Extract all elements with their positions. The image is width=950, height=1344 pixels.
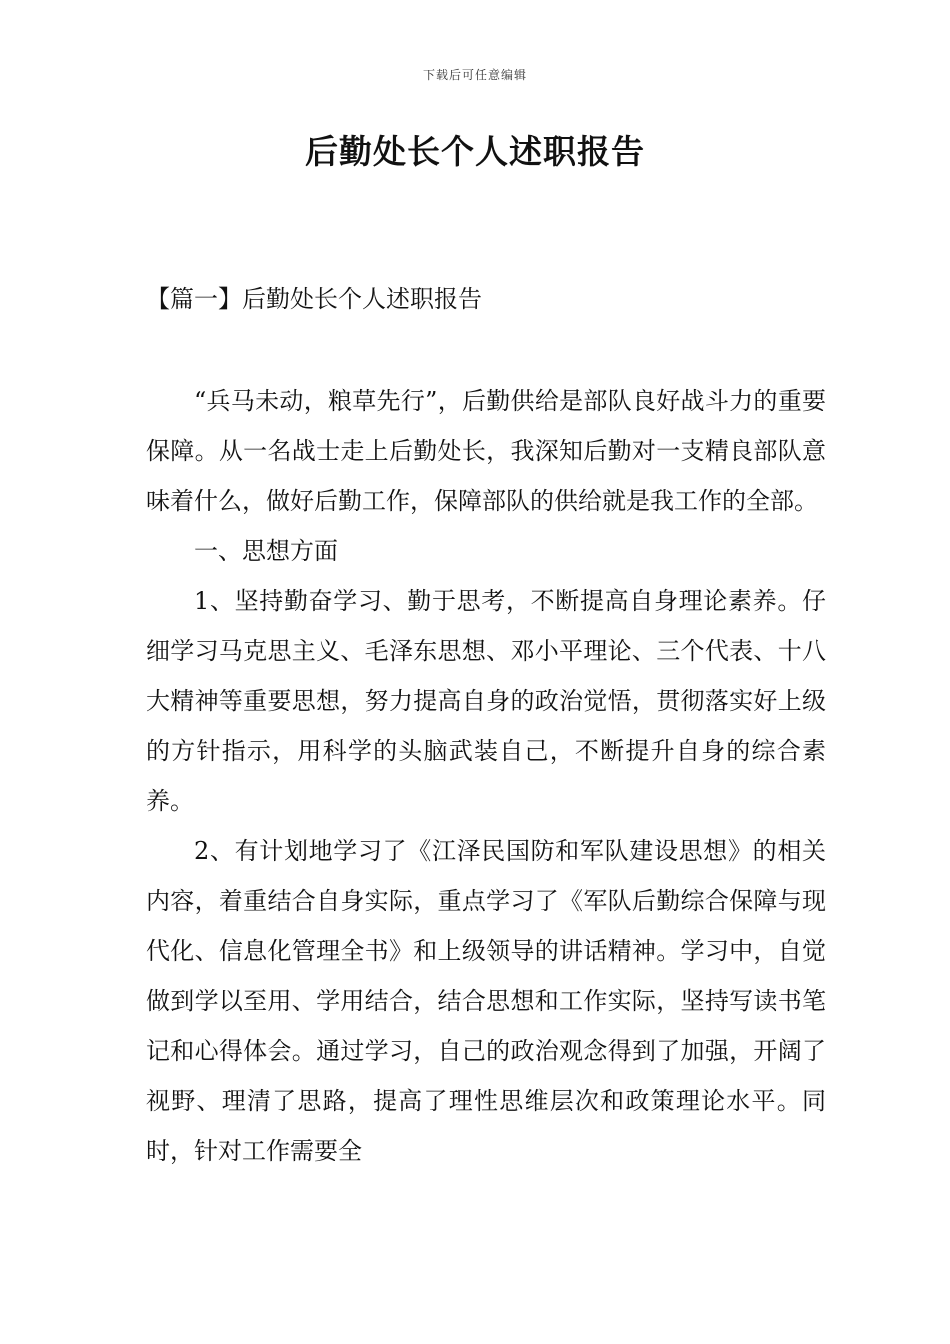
section-heading: 【篇一】后勤处长个人述职报告 [146, 285, 482, 313]
paragraph-point-2: 2、有计划地学习了《江泽民国防和军队建设思想》的相关内容，着重结合自身实际，重点学习了《军队后勤综合保障与现代化、信息化管理全书》和上级领导的讲话精神。学习中，自觉做到学以至用、学用结合，结合思想和工作实际，坚持写读书笔记和心得体会。通过学习，自己的政治观念得到了加强，开阔了视野、理清了思路，提高了理性思维层次和政策理论水平。同时，针对工作需要全 [146, 837, 826, 1165]
document-title: 后勤处长个人述职报告 [305, 132, 645, 171]
header-note: 下载后可任意编辑 [422, 68, 527, 82]
paragraph-point-1: 1、坚持勤奋学习、勤于思考，不断提高自身理论素养。仔细学习马克思主义、毛泽东思想、邓小平理论、三个代表、十八大精神等重要思想，努力提高自身的政治觉悟，贯彻落实好上级的方针指示，用科学的头脑武装自己，不断提升自身的综合素养。 [146, 587, 826, 815]
body-text [146, 376, 826, 1176]
paragraph-intro: “兵马未动，粮草先行”，后勤供给是部队良好战斗力的重要保障。从一名战士走上后勤处长，我深知后勤对一支精良部队意味着什么，做好后勤工作，保障部队的供给就是我工作的全部。 [146, 387, 826, 515]
paragraph-heading-thought: 一、思想方面 [194, 537, 338, 565]
